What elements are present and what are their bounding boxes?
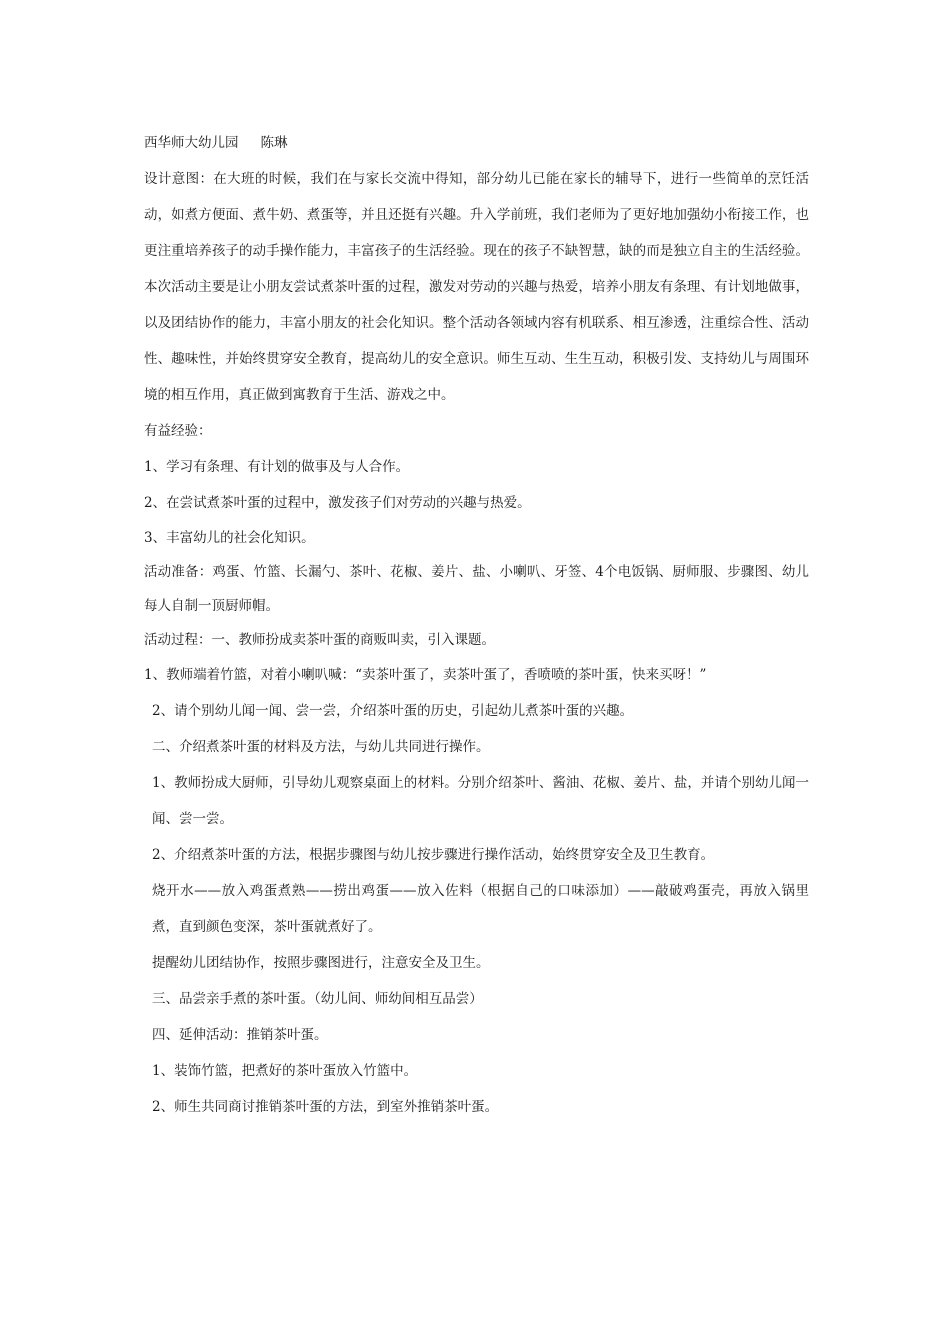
design-intent-paragraph: 设计意图：在大班的时候，我们在与家长交流中得知，部分幼儿已能在家长的辅导下，进行一些简单的烹饪活动，如煮方便面、煮牛奶、煮蛋等，并且还挺有兴趣。升入学前班，我们老师为了更好地加强幼小衔接工作，也更注重培养孩子的动手操作能力，丰富孩子的生活经验。现在的孩子不缺智慧，缺的而是独立自主的生活经验。本次活动主要是让小朋友尝试煮茶叶蛋的过程，激发对劳动的兴趣与热爱，培养小朋友有条理、有计划地做事，以及团结协作的能力，丰富小朋友的社会化知识。整个活动各领域内容有机联系、相互渗透，注重综合性、活动性、趣味性，并始终贯穿安全教育，提高幼儿的安全意识。师生互动、生生互动，积极引发、支持幼儿与周围环境的相互作用，真正做到寓教育于生活、游戏之中。 [144, 171, 809, 403]
benefit-item: 3、丰富幼儿的社会化知识。 [144, 530, 315, 546]
process-section-2: 二、介绍煮茶叶蛋的材料及方法，与幼儿共同进行操作。 [152, 739, 490, 755]
institution-name: 西华师大幼儿园 [144, 135, 239, 151]
benefit-item: 1、学习有条理、有计划的做事及与人合作。 [144, 459, 410, 475]
header-line [144, 125, 809, 161]
process-intro: 活动过程：一、教师扮成卖茶叶蛋的商贩叫卖，引入课题。 [144, 632, 495, 648]
process-step-2-1: 1、教师扮成大厨师，引导幼儿观察桌面上的材料。分别介绍茶叶、酱油、花椒、姜片、盐，并请个别幼儿闻一闻、尝一尝。 [152, 775, 809, 827]
safety-reminder: 提醒幼儿团结协作，按照步骤图进行，注意安全及卫生。 [152, 955, 490, 971]
benefits-heading: 有益经验： [144, 423, 212, 439]
process-section-4: 四、延伸活动：推销茶叶蛋。 [152, 1027, 328, 1043]
benefit-item: 2、在尝试煮茶叶蛋的过程中，激发孩子们对劳动的兴趣与热爱。 [144, 495, 531, 511]
preparation-paragraph: 活动准备：鸡蛋、竹篮、长漏勺、茶叶、花椒、姜片、盐、小喇叭、牙签、4个电饭锅、厨师服、步骤图、幼儿每人自制一顶厨师帽。 [144, 564, 809, 614]
cooking-steps: 烧开水——放入鸡蛋煮熟——捞出鸡蛋——放入佐料（根据自己的口味添加）——敲破鸡蛋壳，再放入锅里煮，直到颜色变深，茶叶蛋就煮好了。 [152, 883, 809, 935]
process-step-2-2: 2、介绍煮茶叶蛋的方法，根据步骤图与幼儿按步骤进行操作活动，始终贯穿安全及卫生教育。 [152, 847, 715, 863]
process-step-1-1: 1、教师端着竹篮，对着小喇叭喊：“卖茶叶蛋了，卖茶叶蛋了，香喷喷的茶叶蛋，快来买呀！” [144, 667, 707, 683]
process-step-1-2: 2、请个别幼儿闻一闻、尝一尝，介绍茶叶蛋的历史，引起幼儿煮茶叶蛋的兴趣。 [152, 703, 634, 719]
author-name: 陈琳 [260, 135, 288, 151]
process-step-4-1: 1、装饰竹篮，把煮好的茶叶蛋放入竹篮中。 [152, 1063, 418, 1079]
process-section-3: 三、品尝亲手煮的茶叶蛋。（幼儿间、师幼间相互品尝） [152, 991, 483, 1007]
document-body [144, 125, 809, 1125]
process-step-4-2: 2、师生共同商讨推销茶叶蛋的方法，到室外推销茶叶蛋。 [152, 1099, 499, 1115]
